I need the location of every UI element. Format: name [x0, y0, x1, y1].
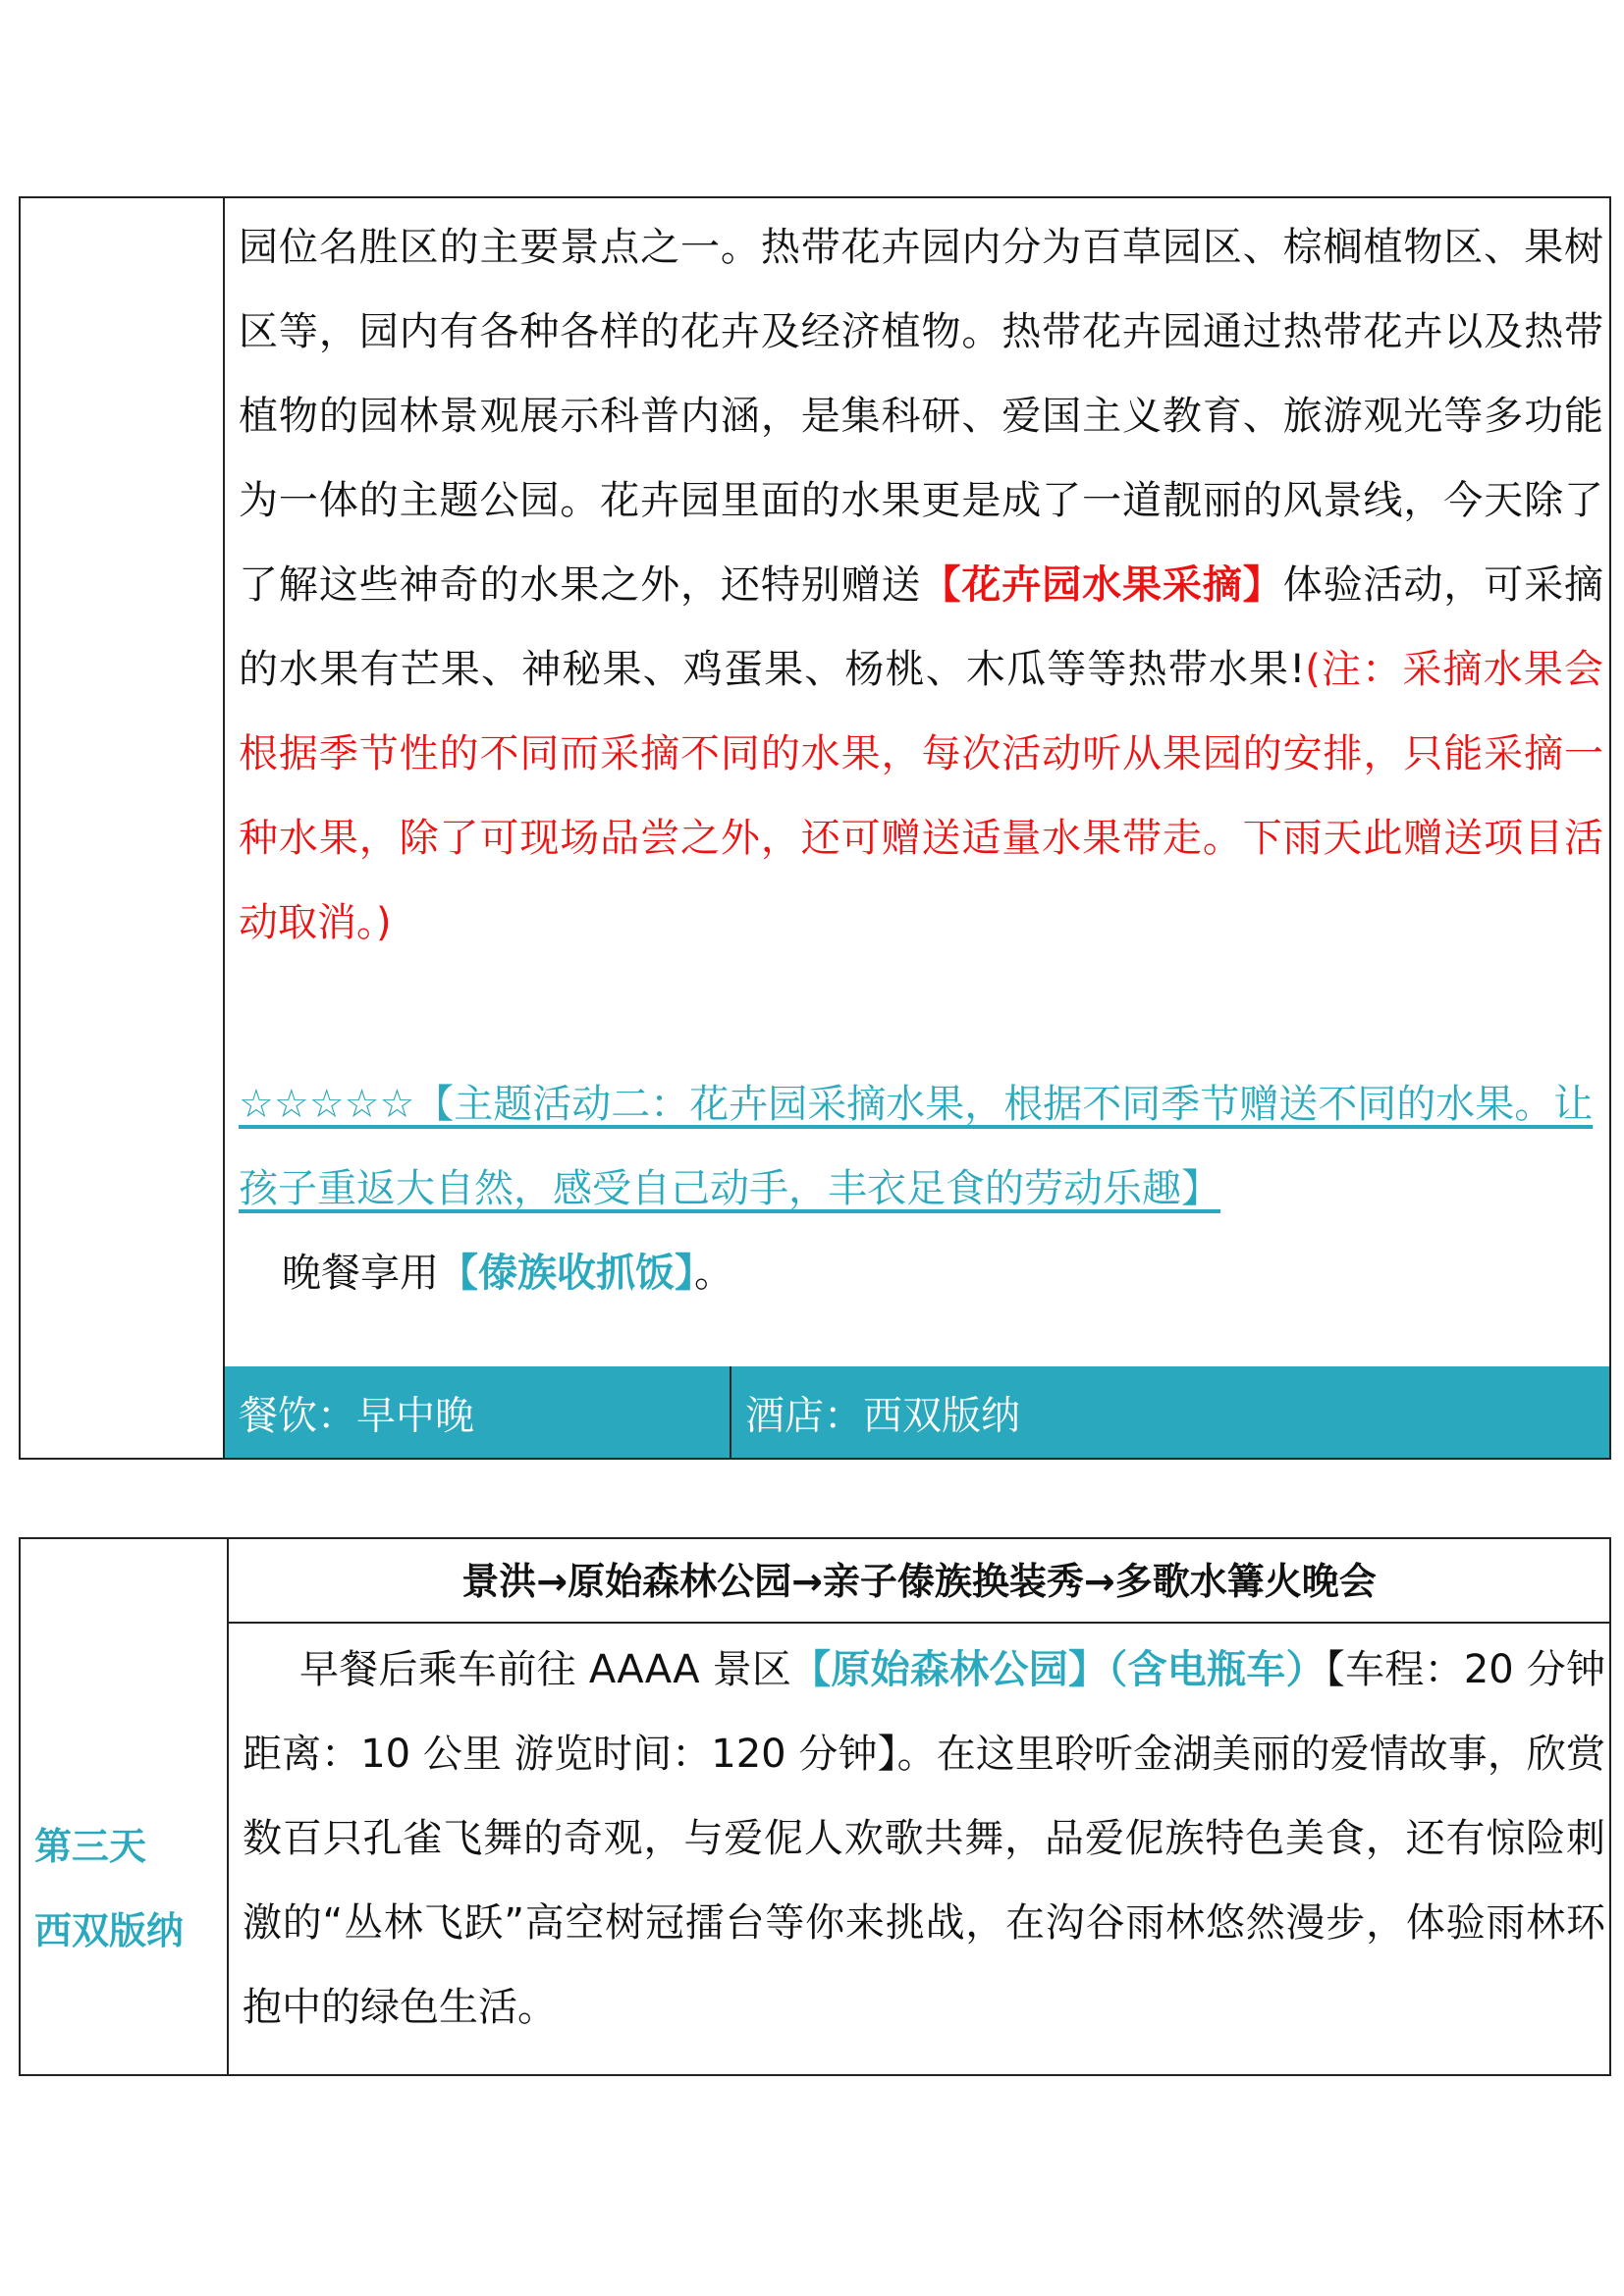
itinerary-table-day2 — [19, 196, 1611, 1460]
day-column-empty — [21, 198, 225, 1458]
dinner-highlight: 【傣族收抓饭】 — [439, 1251, 694, 1296]
dinner-prefix: 晚餐享用 — [282, 1251, 439, 1296]
dinner-line — [282, 1231, 1597, 1315]
theme-activity-banner: ☆☆☆☆☆【主题活动二：花卉园采摘水果，根据不同季节赠送不同的水果。让孩子重返大自然，感受自己动手，丰衣足食的劳动乐趣】 — [239, 1082, 1594, 1211]
description-text-cont: 【车程：20 分钟 距离：10 公里 游览时间：120 分钟】。在这里聆听金湖美丽的爱情故事，欣赏数百只孔雀飞舞的奇观，与爱伲人欢歌共舞，品爱伲族特色美食，还有惊险刺激的“丛林飞跃”高空树冠擂台等你来挑战，在沟谷雨林悠然漫步，体验雨林环抱中的绿色生活。 — [243, 1647, 1606, 2030]
bar-divider — [730, 1366, 731, 1458]
description-text: 园位名胜区的主要景点之一。热带花卉园内分为百草园区、棕榈植物区、果树区等，园内有各种各样的花卉及经济植物。热带花卉园通过热带花卉以及热带植物的园林景观展示科普内涵，是集科研、爱国主义教育、旅游观光等多功能为一体的主题公园。花卉园里面的水果更是成了一道靓丽的风景线，今天除了了解这些神奇的水果之外，还特别赠送 — [239, 225, 1603, 608]
dinner-suffix: 。 — [694, 1251, 733, 1296]
day-column — [21, 1539, 229, 2074]
day-description — [239, 205, 1603, 965]
description-text: 早餐后乘车前往 AAAA 景区 — [299, 1647, 792, 1692]
day-number: 第三天 — [34, 1825, 147, 1868]
meals-info: 餐饮：早中晚 — [239, 1393, 474, 1438]
hotel-info: 酒店：西双版纳 — [745, 1393, 1020, 1438]
fruit-picking-highlight: 【花卉园水果采摘】 — [921, 562, 1283, 608]
day3-description — [243, 1628, 1605, 2050]
day-location: 西双版纳 — [34, 1909, 185, 1952]
day-label — [34, 1804, 184, 1973]
meals-hotel-bar — [225, 1366, 1609, 1458]
route-title: 景洪→原始森林公园→亲子傣族换装秀→多歌水篝火晚会 — [229, 1539, 1609, 1624]
itinerary-table-day3 — [19, 1537, 1611, 2076]
description-text-cont: 体验活动，可采摘的水果有芒果、神秘果、鸡蛋果、杨桃、木瓜等等热带水果! — [239, 562, 1604, 692]
fruit-picking-note: (注：采摘水果会根据季节性的不同而采摘不同的水果，每次活动听从果园的安排，只能采摘一种水果，除了可现场品尝之外，还可赠送适量水果带走。下雨天此赠送项目活动取消。) — [239, 647, 1603, 945]
forest-park-highlight: 【原始森林公园】（含电瓶车） — [791, 1647, 1326, 1692]
